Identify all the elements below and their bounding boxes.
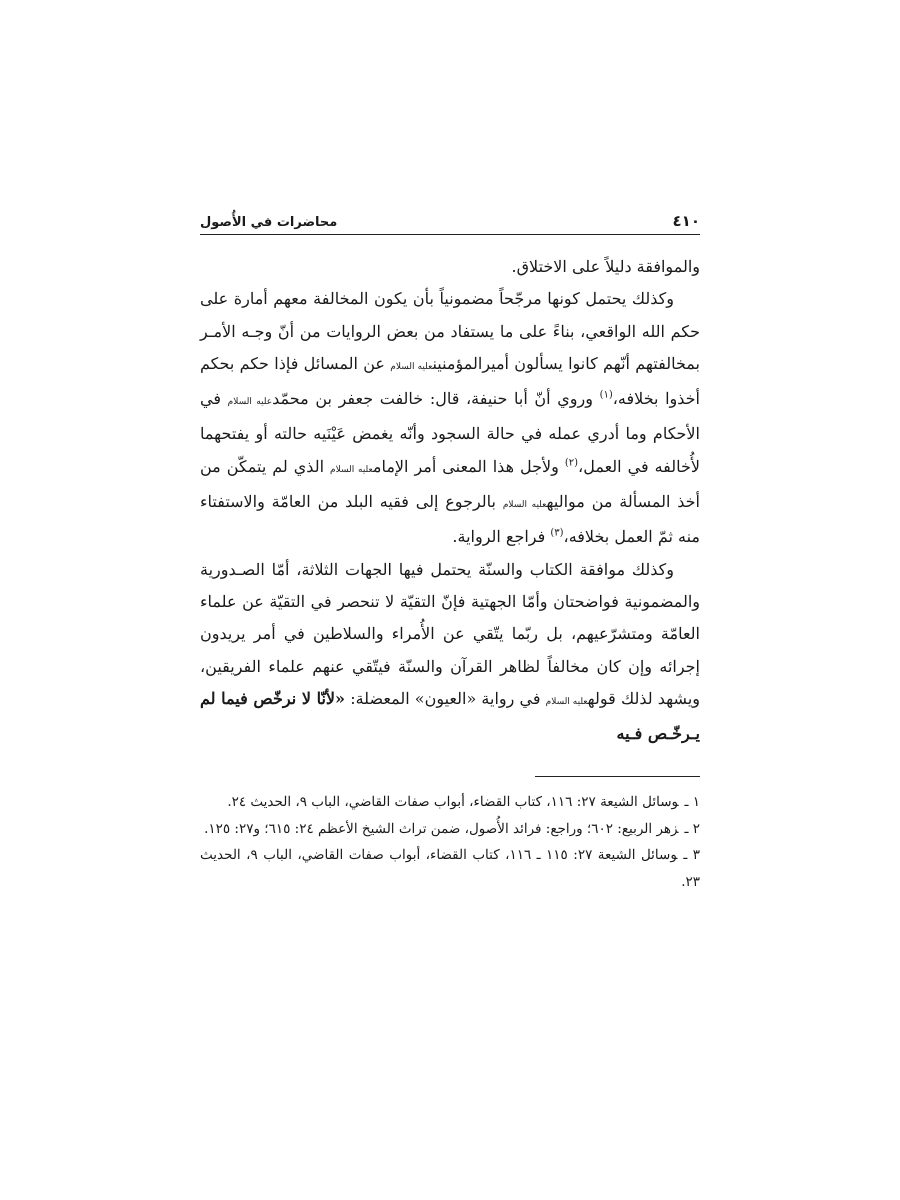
- quoted-hadith: «لأنّا لا نرخّص فيما لم يـرخّـص فـيه: [200, 688, 700, 744]
- footnote-2: [200, 816, 700, 843]
- running-title: محاضرات في الأُصول: [200, 215, 338, 230]
- footnote-number: ٣ ـ: [683, 847, 700, 864]
- footnote-1: [200, 789, 700, 816]
- page-header: [200, 200, 700, 235]
- footnote-text: وسائل الشيعة ٢٧: ١١٥ ـ ١١٦، كتاب القضاء، أبواب صفات القاضي، الباب ٩، الحديث ٢٣.: [200, 847, 700, 890]
- paragraph-2: [200, 283, 700, 553]
- footnote-ref-2[interactable]: (٢): [564, 457, 579, 469]
- footnote-ref-3[interactable]: (٣): [550, 528, 564, 540]
- page-body: [200, 251, 700, 750]
- salutation-mark: عليه السلام: [330, 464, 373, 475]
- p2-text-g: بالرجوع إلى فقيه البلد من العامّة والاستفتاء منه ثمّ العمل بخلافه،: [200, 492, 700, 547]
- paragraph-1-text: والموافقة دليلاً على الاختلاق.: [511, 257, 700, 276]
- p2-text-h: فراجع الرواية.: [452, 527, 551, 547]
- p2-text-b: عن المسائل فإذا حكم بحكم أخذوا بخلافه،: [200, 353, 701, 409]
- p2-text-f: الذي لم يتمكّن من أخذ المسألة من مواليه: [200, 456, 701, 512]
- footnote-3: [200, 842, 700, 895]
- p2-text-e: ولأجل هذا المعنى أمر الإمام: [372, 456, 565, 476]
- p2-text-c: وروي أنّ أبا حنيفة، قال: خالفت جعفر بن محمّد: [272, 389, 600, 409]
- salutation-mark: عليه السلام: [545, 696, 588, 707]
- footnote-ref-1[interactable]: (١): [599, 389, 613, 401]
- paragraph-1: [200, 251, 700, 283]
- p3-text-a: وكذلك موافقة الكتاب والسنّة يحتمل فيها الجهات الثلاثة، أمّا الصـدورية والمضمونية فواضحتان وأمّا الجهتية فإنّ التقيّة لا تنحصر في التقيّة عن علماء العامّة ومتشرّعيهم، بل ربّما يتّقي عن الأُمراء والسلاطين في أمر يريدون إجرائه وإن كان مخالفاً لظاهر القرآن والسنّة فيتّقي عنهم علماء الفريقين، ويشهد لذلك قوله: [200, 559, 700, 708]
- book-page: [200, 200, 700, 895]
- footnote-separator: [535, 776, 700, 777]
- salutation-mark: عليه السلام: [502, 500, 547, 511]
- p2-text-d: في الأحكام وما أدري عمله في حالة السجود وأنّه يغمض عَيْنَيه حالته أو يفتحهما لأُخالفه في العمل،: [200, 389, 701, 476]
- footnotes: [200, 789, 700, 895]
- footnote-text: زهر الربيع: ٦٠٢؛ وراجع: فرائد الأُصول، ضمن تراث الشيخ الأعظم ٢٤: ٦١٥؛ و٢٧: ١٢٥.: [204, 820, 679, 837]
- footnote-number: ٢ ـ: [684, 820, 700, 837]
- paragraph-3: [200, 554, 700, 751]
- footnote-text: وسائل الشيعة ٢٧: ١١٦، كتاب القضاء، أبواب صفات القاضي، الباب ٩، الحديث ٢٤.: [227, 794, 679, 811]
- salutation-mark: عليه السلام: [390, 361, 433, 372]
- page-number: ٤١٠: [672, 212, 700, 230]
- p2-text-a: وكذلك يحتمل كونها مرجّحاً مضمونياً بأن يكون المخالفة معهم أمارة على حكم الله الواقعي، بناءً على ما يستفاد من بعض الروايات من أنّ وجـه الأمـر بمخالفتهم أنّهم كانوا يسألون أميرالمؤمنين: [200, 289, 701, 373]
- salutation-mark: عليه السلام: [227, 397, 273, 408]
- p3-text-b: في رواية «العيون» المعضلة:: [345, 688, 546, 708]
- footnote-number: ١ ـ: [684, 794, 700, 811]
